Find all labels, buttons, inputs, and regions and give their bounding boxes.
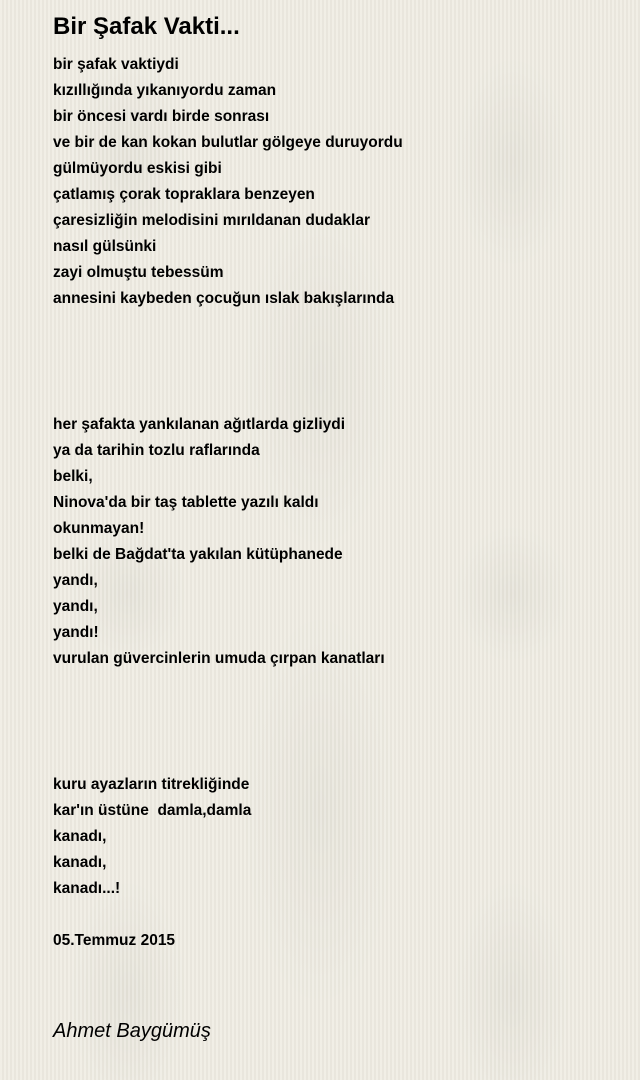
poem-line: gülmüyordu eskisi gibi xyxy=(53,160,222,177)
poem-line: yandı, xyxy=(53,598,98,615)
poem-line: bir öncesi vardı birde sonrası xyxy=(53,108,270,125)
poem-line: ya da tarihin tozlu raflarında xyxy=(53,442,260,459)
poem-line: yandı, xyxy=(53,572,98,589)
poem-line: vurulan güvercinlerin umuda çırpan kanatları xyxy=(53,650,385,667)
poem-line: çatlamış çorak topraklara benzeyen xyxy=(53,186,315,203)
poem-line: nasıl gülsünki xyxy=(53,238,157,255)
stanza-3 xyxy=(53,772,613,902)
poem-date: 05.Temmuz 2015 xyxy=(53,932,176,949)
poem-line: kanadı, xyxy=(53,828,107,845)
poem-line: çaresizliğin melodisini mırıldanan dudaklar xyxy=(53,212,370,229)
poem-line: bir şafak vaktiydi xyxy=(53,56,179,73)
stanza-spacer xyxy=(53,672,613,772)
poem-line: kanadı, xyxy=(53,854,107,871)
stanza-spacer xyxy=(53,312,613,412)
author-name: Ahmet Baygümüş xyxy=(53,1020,211,1042)
poem-title: Bir Şafak Vakti... xyxy=(53,13,240,40)
poem-line: zayi olmuştu tebessüm xyxy=(53,264,224,281)
poem-line: yandı! xyxy=(53,624,99,641)
poem-line: belki, xyxy=(53,468,93,485)
stanza-1 xyxy=(53,52,613,312)
poem-line: kuru ayazların titrekliğinde xyxy=(53,776,250,793)
poem-line: Ninova'da bir taş tablette yazılı kaldı xyxy=(53,494,319,511)
date-spacer xyxy=(53,902,613,928)
poem-line: belki de Bağdat'ta yakılan kütüphanede xyxy=(53,546,343,563)
poem-line: ve bir de kan kokan bulutlar gölgeye duruyordu xyxy=(53,134,403,151)
poem-body xyxy=(53,52,613,954)
poem-line: kızıllığında yıkanıyordu zaman xyxy=(53,82,277,99)
poem-line: kanadı...! xyxy=(53,880,121,897)
stanza-2 xyxy=(53,412,613,672)
poem-line: her şafakta yankılanan ağıtlarda gizliydi xyxy=(53,416,346,433)
poem-line: kar'ın üstüne damla,damla xyxy=(53,802,252,819)
poem-line: okunmayan! xyxy=(53,520,145,537)
poem-line: annesini kaybeden çocuğun ıslak bakışlarında xyxy=(53,290,395,307)
